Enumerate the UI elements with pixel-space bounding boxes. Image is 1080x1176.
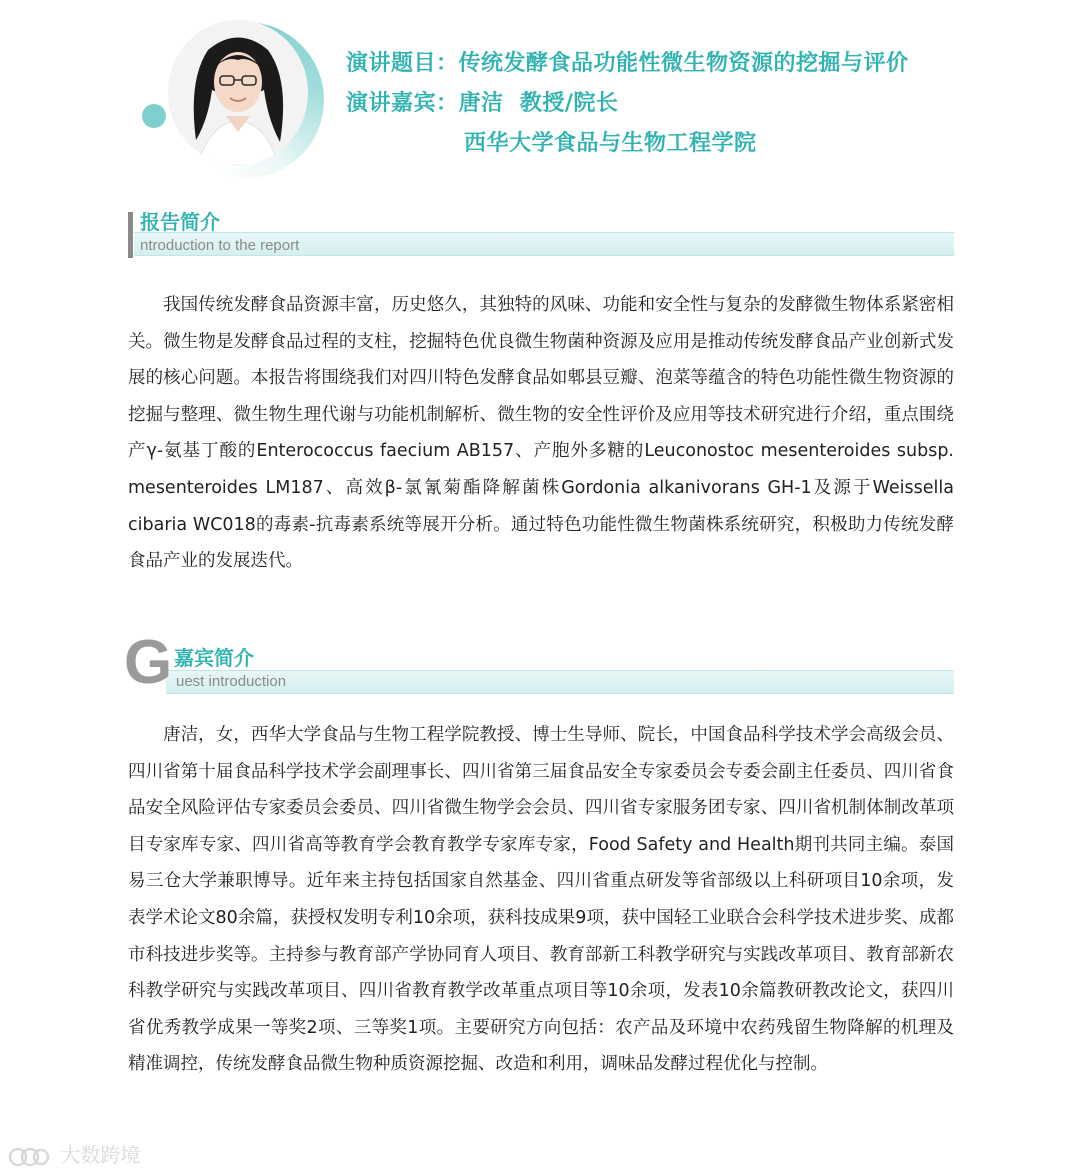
watermark-logo-icon [8, 1145, 50, 1169]
report-subheading: ntroduction to the report [140, 237, 300, 254]
guest-body [128, 717, 954, 1083]
talk-title-label: 演讲题目： [346, 51, 459, 76]
speaker-portrait-image [168, 20, 308, 165]
header-banner [0, 0, 1080, 200]
watermark-text: 大数跨境 [60, 1143, 141, 1167]
report-header-bar [128, 212, 133, 258]
speaker-line [346, 84, 909, 124]
talk-title-line [346, 44, 909, 84]
report-body [128, 287, 954, 580]
report-body-text: 我国传统发酵食品资源丰富，历史悠久，其独特的风味、功能和安全性与复杂的发酵微生物体系紧密相关。微生物是发酵食品过程的支柱，挖掘特色优良微生物菌种资源及应用是推动传统发酵食品产业创新式发展的核心问题。本报告将围绕我们对四川特色发酵食品如郫县豆瓣、泡菜等蕴含的特色功能性微生物资源的挖掘与整理、微生物生理代谢与功能机制解析、微生物的安全性评价及应用等技术研究进行介绍，重点围绕产γ-氨基丁酸的Enterococcus faecium AB157、产胞外多糖的Leuconostoc mesenteroides subsp. mesenteroides LM187、高效β-氯氰菊酯降解菌株Gordonia alkanivorans GH-1及源于Weissella cibaria WC018的毒素-抗毒素系统等展开分析。通过特色功能性微生物菌株系统研究，积极助力传统发酵食品产业的发展迭代。 [128, 295, 954, 572]
guest-subheading: uest introduction [176, 673, 287, 690]
guest-body-text: 唐洁，女，西华大学食品与生物工程学院教授、博士生导师、院长，中国食品科学技术学会高级会员、四川省第十届食品科学技术学会副理事长、四川省第三届食品安全专家委员会专委会副主任委员、四川省食品安全风险评估专家委员会委员、四川省微生物学会会员、四川省专家服务团专家、四川省机制体制改革项目专家库专家、四川省高等教育学会教育教学专家库专家，Food Safety and Health期刊共同主编。泰国易三仓大学兼职博导。近年来主持包括国家自然基金、四川省重点研发等省部级以上科研项目10余项，发表学术论文80余篇，获授权发明专利10余项，获科技成果9项，获中国轻工业联合会科学技术进步奖、成都市科技进步奖等。主持参与教育部产学协同育人项目、教育部新工科教学研究与实践改革项目、教育部新农科教学研究与实践改革项目、四川省教育教学改革重点项目等10余项，发表10余篇教研教改论文，获四川省优秀教学成果一等奖2项、三等奖1项。主要研究方向包括：农产品及环境中农药残留生物降解的机理及精准调控，传统发酵食品微生物种质资源挖掘、改造和利用，调味品发酵过程优化与控制。 [128, 725, 954, 1075]
speaker-photo [168, 20, 308, 165]
speaker-name: 唐洁 教授/院长 [458, 91, 619, 116]
speaker-label: 演讲嘉宾： [346, 91, 459, 116]
talk-title: 传统发酵食品功能性微生物资源的挖掘与评价 [458, 51, 909, 76]
report-heading: 报告简介 [140, 210, 220, 234]
watermark [8, 1140, 140, 1170]
guest-heading: 嘉宾简介 [174, 646, 254, 670]
guest-section-header [124, 628, 954, 698]
affiliation-line [346, 124, 909, 164]
guest-heading-initial: G [124, 628, 173, 697]
report-section-header [126, 208, 954, 262]
speaker-affiliation: 西华大学食品与生物工程学院 [464, 131, 757, 156]
decorative-dot [142, 104, 166, 128]
talk-info [346, 44, 909, 164]
